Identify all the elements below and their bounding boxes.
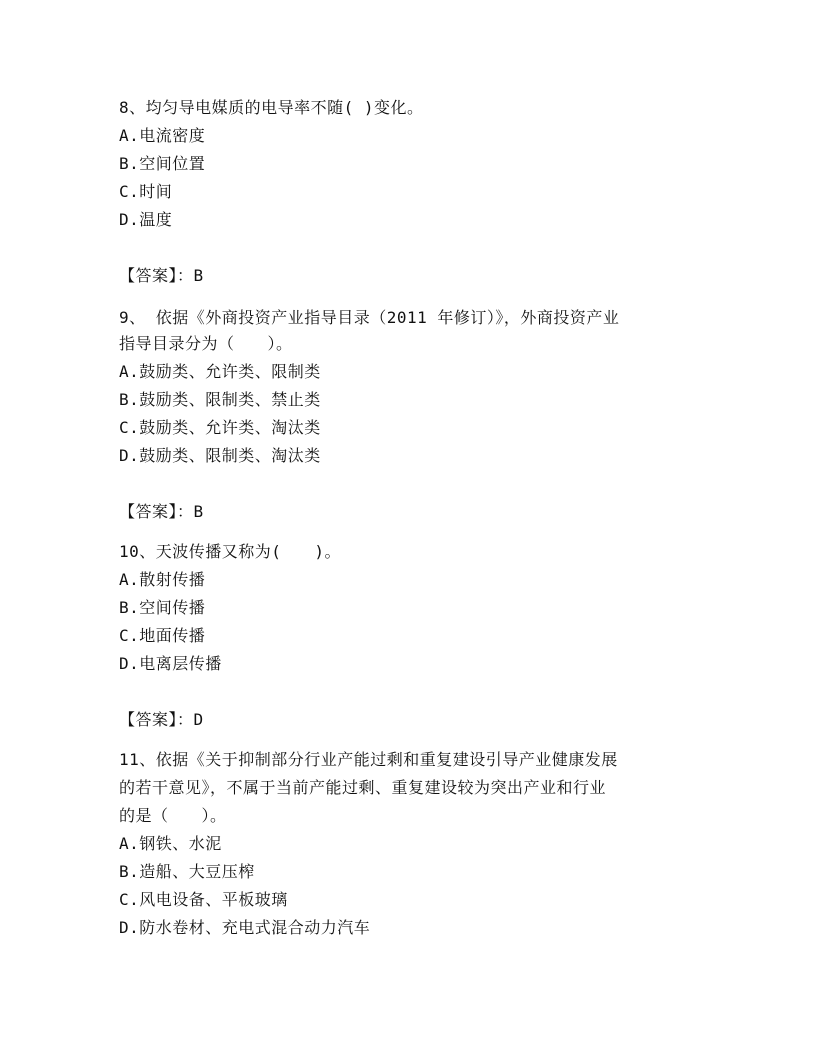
question-11-option-a: A.钢铁、水泥 — [119, 834, 222, 853]
question-9-option-b: B.鼓励类、限制类、禁止类 — [119, 390, 321, 409]
question-9-stem-line-2: 指导目录分为（ ）。 — [119, 334, 293, 353]
question-11-stem-line-3: 的是（ ）。 — [119, 806, 227, 825]
question-10-option-a: A.散射传播 — [119, 570, 206, 589]
question-11-stem-line-2: 的若干意见》，不属于当前产能过剩、重复建设较为突出产业和行业 — [119, 778, 607, 797]
question-10-answer: 【答案】：D — [119, 710, 204, 729]
question-9-option-a: A.鼓励类、允许类、限制类 — [119, 362, 321, 381]
question-8-option-c: C.时间 — [119, 182, 173, 201]
question-10-option-b: B.空间传播 — [119, 598, 206, 617]
question-8-stem-line-1: 8、均匀导电媒质的电导率不随( )变化。 — [119, 98, 424, 117]
question-11-stem-line-1: 11、依据《关于抑制部分行业产能过剩和重复建设引导产业健康发展 — [119, 750, 618, 769]
question-11-option-c: C.风电设备、平板玻璃 — [119, 890, 288, 909]
question-9-option-d: D.鼓励类、限制类、淘汰类 — [119, 446, 321, 465]
question-11-option-b: B.造船、大豆压榨 — [119, 862, 255, 881]
question-8-option-a: A.电流密度 — [119, 126, 206, 145]
question-10-option-c: C.地面传播 — [119, 626, 206, 645]
question-9-option-c: C.鼓励类、允许类、淘汰类 — [119, 418, 321, 437]
question-10-stem-line-1: 10、天波传播又称为( )。 — [119, 542, 342, 561]
question-8-option-b: B.空间位置 — [119, 154, 206, 173]
question-8-option-d: D.温度 — [119, 210, 173, 229]
question-10-option-d: D.电离层传播 — [119, 654, 222, 673]
question-9-answer: 【答案】：B — [119, 502, 204, 521]
question-11-option-d: D.防水卷材、充电式混合动力汽车 — [119, 918, 371, 937]
question-8-answer: 【答案】：B — [119, 266, 204, 285]
question-9-stem-line-1: 9、 依据《外商投资产业指导目录（2011 年修订）》，外商投资产业 — [119, 308, 620, 327]
